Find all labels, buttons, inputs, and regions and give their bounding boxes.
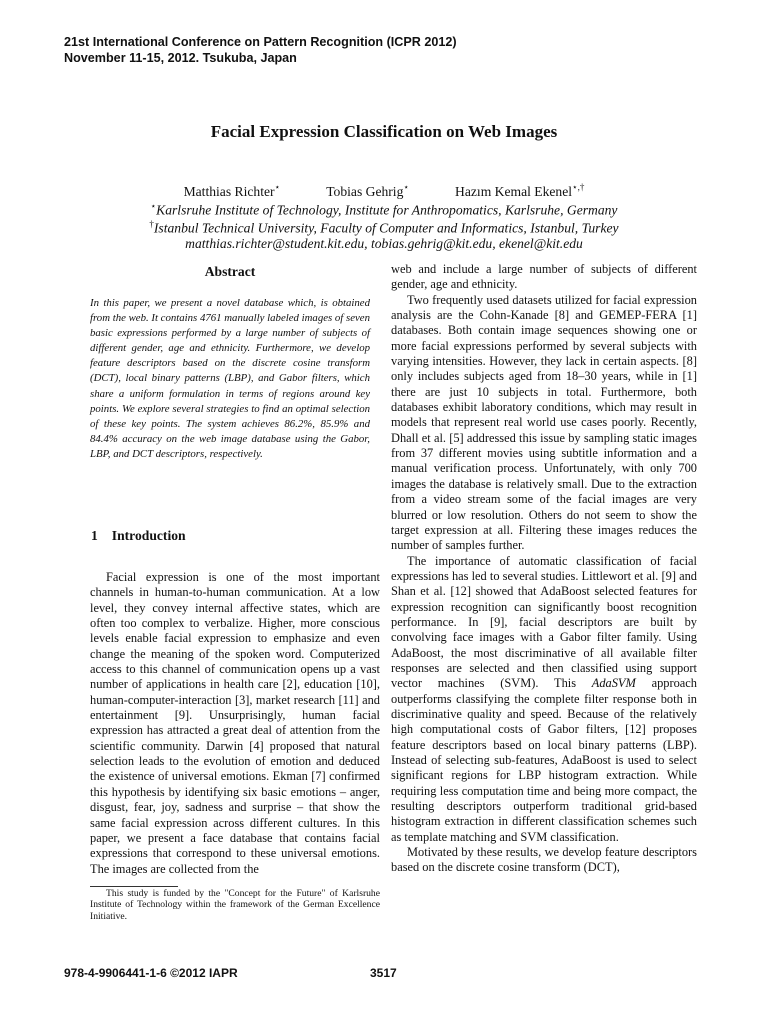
paragraph-motivation: Motivated by these results, we develop feature descriptors based on the discrete cosine transform (DCT),	[391, 845, 697, 875]
conference-dates: November 11-15, 2012. Tsukuba, Japan	[64, 51, 297, 65]
paper-title: Facial Expression Classification on Web Images	[210, 122, 558, 141]
author-block	[0, 180, 768, 251]
affiliation-1: ⋆Karlsruhe Institute of Technology, Institute for Anthropomatics, Karlsruhe, Germany	[150, 200, 618, 218]
page-number: 3517	[370, 966, 397, 980]
section-title: Introduction	[111, 528, 186, 543]
conference-header	[64, 34, 457, 66]
conference-name: 21st International Conference on Pattern Recognition (ICPR 2012)	[64, 35, 457, 49]
right-column	[391, 262, 697, 876]
introduction-body	[90, 570, 380, 877]
paragraph-related-work: The importance of automatic classification of facial expressions has led to several studies. Littlewort et al. [9] and Shan et al. [12] showed that AdaBoost selected features for expression recognition can significantly boost recognition performance. In [9], facial descriptors are built by convolving face images with a Gabor filter family. Using AdaBoost, the most discriminative of all available filter responses are selected and then classified using support vector machines (SVM). This AdaSVM approach outperforms classifying the complete filter response both in discriminative quality and speed. Because of the relatively high computational costs of Gabor filters, [12] proposes feature descriptors based on local binary patterns (LBP). Instead of selecting sub-features, AdaBoost is used to select significant regions for LBP histogram extraction. While requiring less computation time and being more compact, the resulting descriptors outperform traditional grid-based histogram extraction in different classification schemes such as template matching and SVM classification.	[391, 553, 697, 844]
adasvm-term: AdaSVM	[591, 676, 636, 691]
author-emails[interactable]: matthias.richter@student.kit.edu, tobias.gehrig@kit.edu, ekenel@kit.edu	[185, 235, 583, 251]
isbn-copyright: 978-4-9906441-1-6 ©2012 IAPR	[64, 966, 238, 980]
affiliation-2: †Istanbul Technical University, Faculty of Computer and Informatics, Istanbul, Turkey	[149, 219, 619, 236]
abstract-text: In this paper, we present a novel database which, is obtained from the web. It contains 4761 manually labeled images of seven basic expressions performed by a large number of subjects of different gender, age and ethnicity. Furthermore, we develop feature descriptors based on the discrete cosine transform (DCT), local binary patterns (LBP), and Gabor filters, which share a uniform formulation in terms of regions around key points. We explore several strategies to find an optimal selection of these key points. The system achieves 86.2%, 85.9% and 84.4% accuracy on the web image database using the Gabor, LBP, and DCT descriptors, respectively.	[90, 297, 370, 460]
author-3: Hazım Kemal Ekenel⋆,†	[455, 182, 585, 199]
footnote-rule	[90, 886, 178, 887]
paragraph-continuation: web and include a large number of subjects of different gender, age and ethnicity.	[391, 262, 697, 292]
paragraph-datasets: Two frequently used datasets utilized for facial expression analysis are the Cohn-Kanade [8] and GEMEP-FERA [1] databases. Both contain image sequences showing one or more facial expressions performed by several subjects with varying intensities. However, they lack in certain aspects. [8] only includes subjects aged from 18–30 years, while in [1] there are just 10 subjects in total. Furthermore, both databases exhibit laboratory conditions, which may result in models that represent real world use cases poorly. Recently, Dhall et al. [5] addressed this issue by sampling static images from 37 different movies using subtitle information and a manual verification process. Unfortunately, with only 700 images the database is relatively small. Due to the extraction from a video stream some of the facial images are very blurred or low resolution. Others do not seem to show the target expression at all. Filtering these images reduces the number of samples further.	[391, 292, 697, 553]
section-number: 1	[91, 528, 98, 543]
footnote: This study is funded by the "Concept for the Future" of Karlsruhe Institute of Technology within the framework of the German Excellence Initiative.	[90, 888, 380, 922]
author-names	[0, 180, 768, 199]
abstract-heading: Abstract	[204, 264, 256, 279]
introduction-paragraph: Facial expression is one of the most important channels in human-to-human communication. At a low level, they convey internal affective states, which are often too complex to verbalize. Higher, more conscious levels enable facial expression to emphasize and even change the meaning of the spoken word. Computerized access to this channel of communication opens up a vast number of applications in health care [2], education [10], human-computer-interaction [3], market research [11] and entertainment [9]. Unsurprisingly, human facial expression has attracted a great deal of attention from the scientific community. Darwin [4] proposed that natural selection leads to the evolution of emotion and deduced the existence of universal emotions. Ekman [7] confirmed this hypothesis by identifying six basic emotions – anger, disgust, fear, joy, sadness and surprise – that show the same facial expression across different cultures. In this paper, we present a face database that contains facial expressions that correspond to these universal emotions. The images are collected from the	[90, 570, 380, 876]
author-1: Matthias Richter⋆	[183, 182, 281, 199]
author-2: Tobias Gehrig⋆	[326, 182, 410, 199]
section-heading-introduction	[91, 528, 186, 544]
